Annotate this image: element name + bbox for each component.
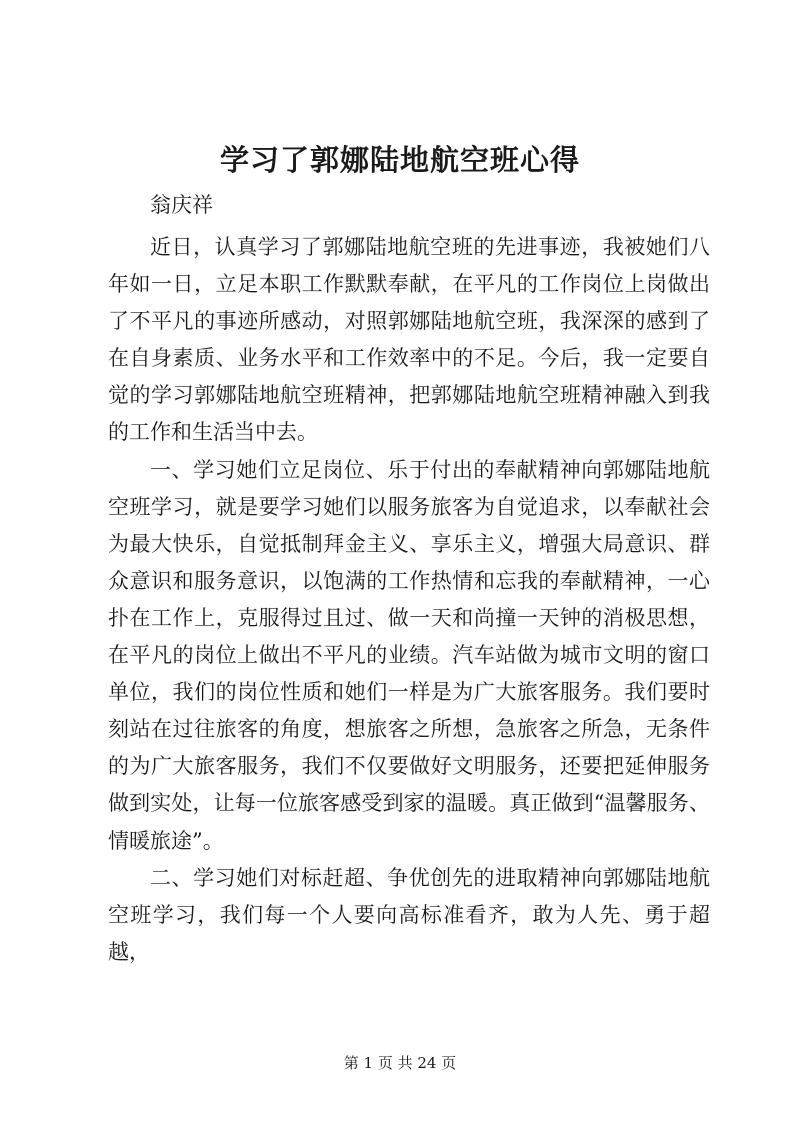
paragraph-intro: 近日，认真学习了郭娜陆地航空班的先进事迹，我被她们八年如一日，立足本职工作默默奉献，在平凡的工作岗位上岗做出了不平凡的事迹所感动，对照郭娜陆地航空班，我深深的感到了在自身素质、业务水平和工作效率中的不足。今后，我一定要自觉的学习郭娜陆地航空班精神，把郭娜陆地航空班精神融入到我的工作和生活当中去。 [108, 235, 710, 445]
author-name: 翁庆祥 [150, 193, 213, 217]
page-number-footer: 第 1 页 共 24 页 [343, 1054, 457, 1072]
paragraph-point-two: 二、学习她们对标赶超、争优创先的进取精神向郭娜陆地航空班学习，我们每一个人要向高标准看齐，敢为人先、勇于超越， [108, 865, 710, 964]
page-title: 学习了郭娜陆地航空班心得 [219, 143, 580, 177]
paragraph-point-one: 一、学习她们立足岗位、乐于付出的奉献精神向郭娜陆地航空班学习，就是要学习她们以服务旅客为自觉追求，以奉献社会为最大快乐，自觉抵制拜金主义、享乐主义，增强大局意识、群众意识和服务意识，以饱满的工作热情和忘我的奉献精神，一心扑在工作上，克服得过且过、做一天和尚撞一天钟的消极思想，在平凡的岗位上做出不平凡的业绩。汽车站做为城市文明的窗口单位，我们的岗位性质和她们一样是为广大旅客服务。我们要时刻站在过往旅客的角度，想旅客之所想，急旅客之所急，无条件的为广大旅客服务，我们不仅要做好文明服务，还要把延伸服务做到实处，让每一位旅客感受到家的温暖。真正做到“温馨服务、情暖旅途”。 [108, 457, 710, 853]
document-body [108, 229, 710, 971]
